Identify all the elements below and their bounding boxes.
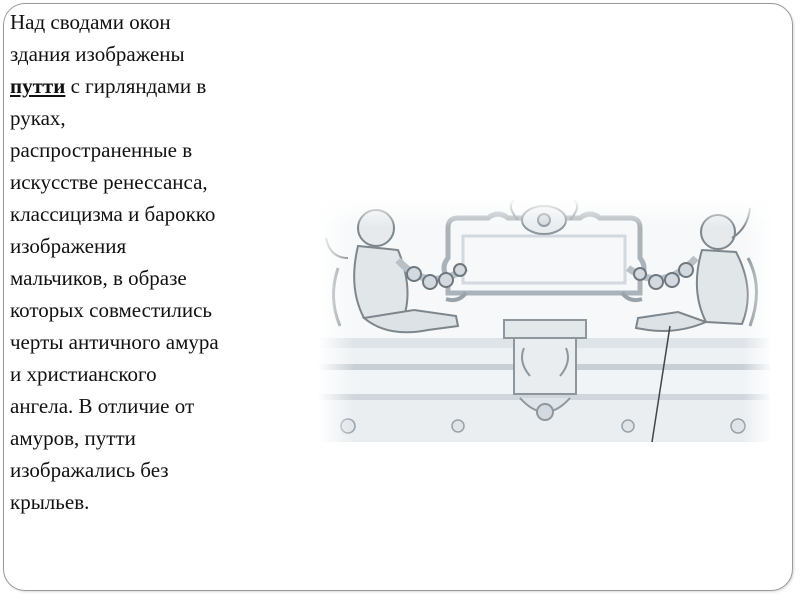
text-before: Над сводами окон здания изображены	[10, 10, 185, 66]
text-after: с гирляндами в руках, распространенные в искусстве ренессанса, классицизма и барокко изображения мальчиков, в образе которых совместились черты античного амура и христианского ангела. В отличие от амуров, путти изображались без крыльев.	[10, 74, 219, 514]
keyword-putti: путти	[10, 74, 66, 98]
slide-body-text	[10, 6, 300, 518]
putti-relief-image	[318, 198, 770, 442]
